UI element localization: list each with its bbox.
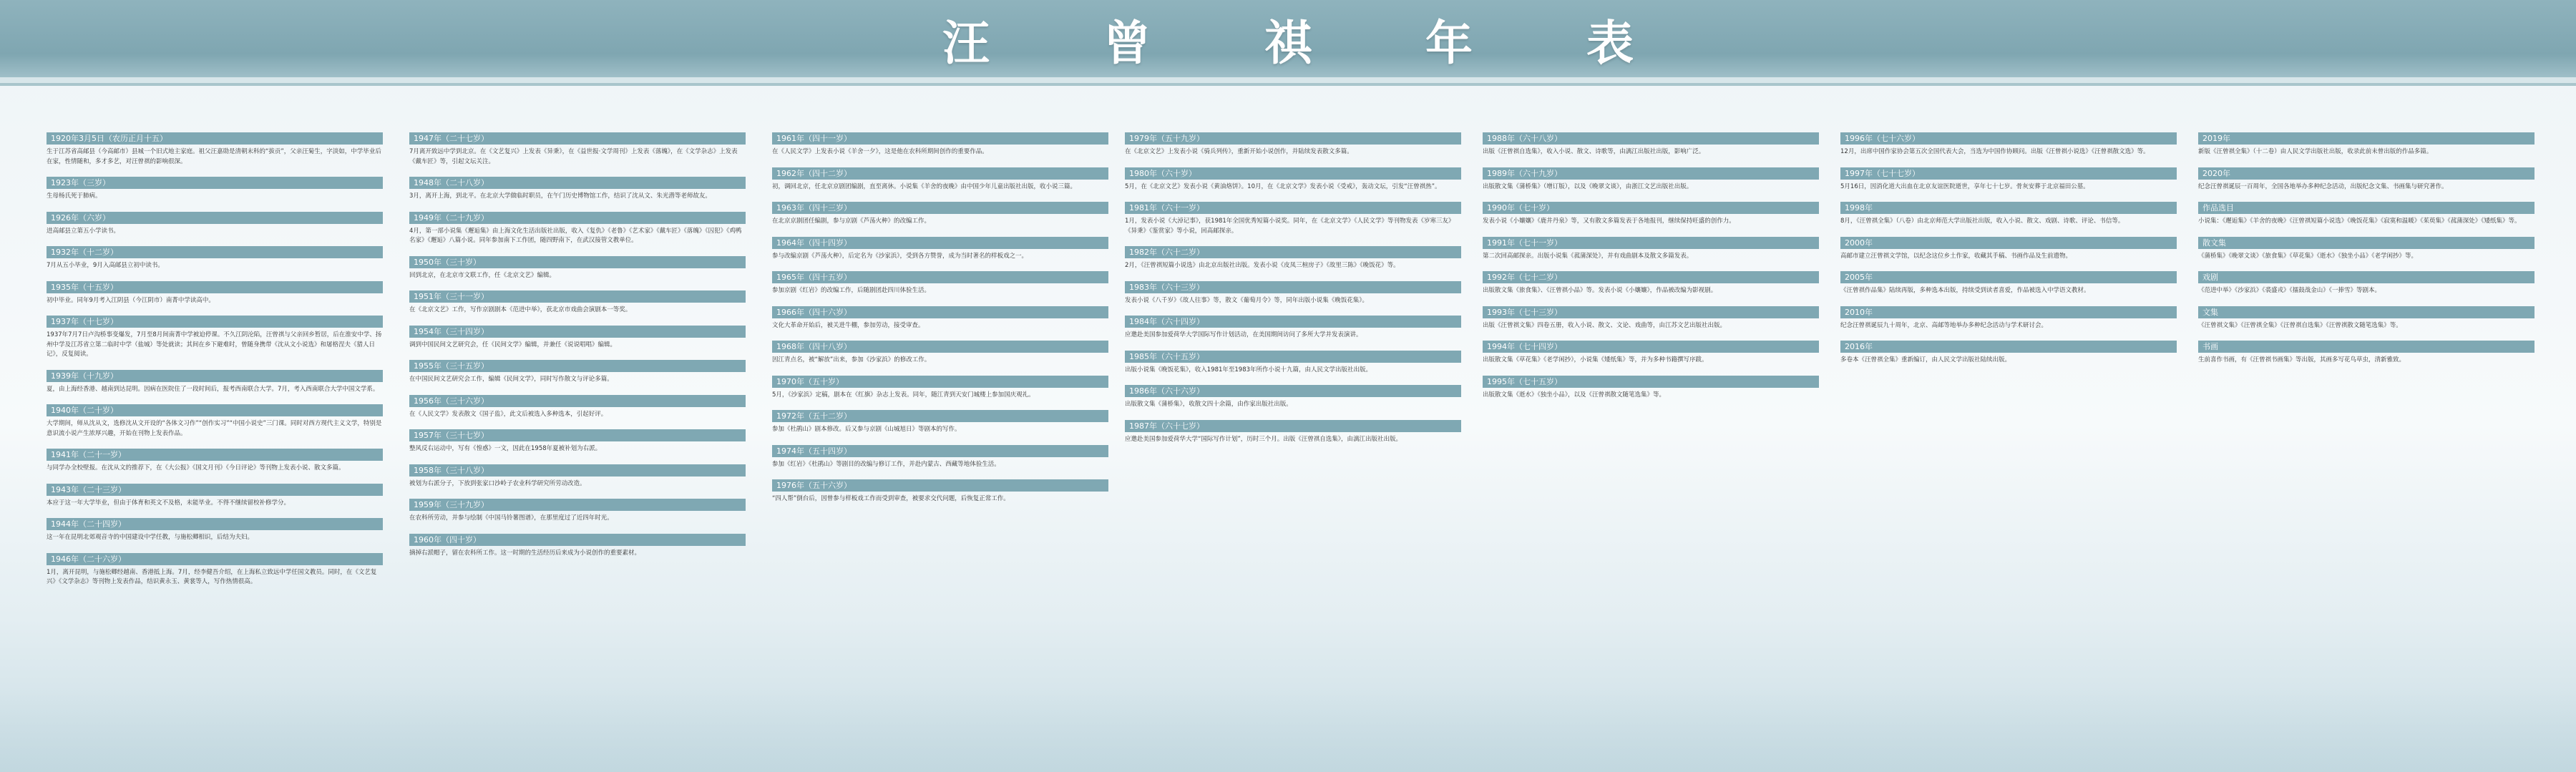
entry-year-label: 1920年3月5日（农历正月十五） <box>47 132 383 145</box>
entry-year-label: 1979年（五十九岁） <box>1125 132 1461 145</box>
entry-text: 在中国民间文艺研究会工作，编辑《民间文学》，同时写作散文与评论多篇。 <box>409 376 613 383</box>
entry-text: 出版《汪曾祺文集》四卷五册，收入小说、散文、文论、戏曲等，由江苏文艺出版社出版。 <box>1483 321 1727 329</box>
timeline-entry <box>1483 376 1819 401</box>
timeline-entry <box>1483 306 1819 331</box>
entry-text: 大学期间，师从沈从文，选修沈从文开设的“各体文习作”“创作实习”“中国小说史”三门课。同时对西方现代主义文学，特别是意识流小说产生浓厚兴趣，开始在刊物上发表作品。 <box>47 420 382 437</box>
entry-year-label: 1949年（二十九岁） <box>409 212 746 224</box>
entry-year-label: 1995年（七十五岁） <box>1483 376 1819 388</box>
entry-text: 纪念汪曾祺诞辰九十周年，北京、高邮等地举办多种纪念活动与学术研讨会。 <box>1840 321 2048 329</box>
timeline-entry <box>47 449 383 474</box>
timeline-entry <box>1840 132 2177 157</box>
entry-text: 5月，在《北京文艺》发表小说《黄油烙饼》。10月，在《北京文学》发表小说《受戒》，轰动文坛，引发“汪曾祺热”。 <box>1125 182 1441 190</box>
entry-text: 在《北京文艺》上发表小说《骑兵列传》，重新开始小说创作，并陆续发表散文多篇。 <box>1125 148 1353 155</box>
timeline-entry <box>1483 132 1819 157</box>
entry-year-label: 1974年（五十四岁） <box>772 445 1108 457</box>
entry-year-label: 1955年（三十五岁） <box>409 360 746 372</box>
entry-text: 发表小说《八千岁》《故人往事》等，散文《葡萄月令》等，同年出版小说集《晚饭花集》。 <box>1125 296 1369 304</box>
entry-text: 出版《汪曾祺自选集》，收入小说、散文、诗歌等，由漓江出版社出版，影响广泛。 <box>1483 148 1705 155</box>
title-char: 表 <box>1586 15 1634 71</box>
entry-year-label: 1992年（七十二岁） <box>1483 271 1819 283</box>
entry-year-label: 1944年（二十四岁） <box>47 518 383 530</box>
timeline-entry <box>409 177 746 202</box>
entry-text: 应邀赴美国参加爱荷华大学国际写作计划活动，在美国期间访问了多所大学并发表演讲。 <box>1125 331 1362 338</box>
timeline-column <box>47 132 383 748</box>
entry-text: 在《北京文艺》工作，写作京剧剧本《范进中举》，获北京市戏曲会演剧本一等奖。 <box>409 306 632 313</box>
entry-text: 在《人民文学》发表散文《国子监》，此文后被选入多种选本，引起好评。 <box>409 410 608 418</box>
entry-text: 出版散文集《旅食集》、《汪曾祺小品》等。发表小说《小孃孃》，作品被改编为影视剧。 <box>1483 287 1717 294</box>
timeline-entry <box>772 479 1108 504</box>
timeline-entry <box>2198 132 2534 157</box>
entry-text: 参加京剧《红岩》的改编工作，后随剧团赴四川体验生活。 <box>772 287 931 294</box>
entry-year-label: 1959年（三十九岁） <box>409 499 746 511</box>
entry-year-label: 1983年（六十三岁） <box>1125 281 1461 293</box>
timeline-entry <box>47 132 383 167</box>
entry-year-label: 2000年 <box>1840 237 2177 249</box>
entry-year-label: 2019年 <box>2198 132 2534 145</box>
entry-text: 回到北京，在北京市文联工作，任《北京文艺》编辑。 <box>409 271 556 279</box>
timeline-column <box>1840 132 2177 748</box>
entry-text: 第二次回高邮探亲。出版小说集《菰蒲深处》，并有戏曲剧本及散文多篇发表。 <box>1483 252 1693 260</box>
timeline-column <box>772 132 1108 748</box>
entry-text: 纪念汪曾祺诞辰一百周年，全国各地举办多种纪念活动，出版纪念文集、书画集与研究著作。 <box>2198 182 2448 190</box>
entry-year-label: 1957年（三十七岁） <box>409 429 746 441</box>
entry-year-label: 1994年（七十四岁） <box>1483 341 1819 353</box>
entry-year-label: 1988年（六十八岁） <box>1483 132 1819 145</box>
timeline-entry <box>409 290 746 316</box>
timeline-entry <box>1483 237 1819 262</box>
entry-text: 《蒲桥集》《晚翠文谈》《旅食集》《草花集》《逝水》《独坐小品》《老学闲抄》等。 <box>2198 252 2418 260</box>
entry-year-label: 1996年（七十六岁） <box>1840 132 2177 145</box>
timeline-entry <box>1125 246 1461 271</box>
entry-text: 出版散文集《逝水》《独坐小品》，以及《汪曾祺散文随笔选集》等。 <box>1483 391 1666 399</box>
entry-year-label: 1990年（七十岁） <box>1483 202 1819 214</box>
title-char: 汪 <box>942 15 990 71</box>
entry-text: 摘掉右派帽子，留在农科所工作。这一时期的生活经历后来成为小说创作的重要素材。 <box>409 549 641 557</box>
entry-year-label: 散文集 <box>2198 237 2534 249</box>
timeline-entry <box>1125 132 1461 157</box>
timeline-entry <box>47 212 383 237</box>
entry-text: 在北京京剧团任编剧，参与京剧《芦荡火种》的改编工作。 <box>772 218 931 225</box>
entry-year-label: 1985年（六十五岁） <box>1125 351 1461 363</box>
timeline-entry <box>1125 420 1461 445</box>
entry-text: 《汪曾祺作品集》陆续再版，多种选本出版，持续受到读者喜爱，作品被选入中学语文教材。 <box>1840 287 2090 294</box>
timeline-entry <box>1125 281 1461 306</box>
entry-year-label: 2010年 <box>1840 306 2177 318</box>
entry-year-label: 1976年（五十六岁） <box>772 479 1108 492</box>
timeline-entry <box>409 464 746 489</box>
timeline-entry <box>2198 237 2534 262</box>
entry-text: 1月，发表小说《大淖记事》，获1981年全国优秀短篇小说奖。同年，在《北京文学》《人民文学》等刊物发表《岁寒三友》《异秉》《鉴赏家》等小说，回高邮探亲。 <box>1125 218 1455 235</box>
entry-text: 3月，离开上海，到北平。在北京大学做临时职员，在午门历史博物馆工作，结识了沈从文、朱光潜等老师故友。 <box>409 192 711 200</box>
timeline-entry <box>772 306 1108 331</box>
entry-year-label: 2020年 <box>2198 167 2534 180</box>
entry-year-label: 1980年（六十岁） <box>1125 167 1461 180</box>
entry-text: 本应于这一年大学毕业，但由于体育和英文不及格，未能毕业。不得不继续留校补修学分。 <box>47 499 291 507</box>
entry-text: 12月，出席中国作家协会第五次全国代表大会，当选为中国作协顾问。出版《汪曾祺小说选》《汪曾祺散文选》等。 <box>1840 148 2150 155</box>
entry-year-label: 1966年（四十六岁） <box>772 306 1108 318</box>
entry-year-label: 1923年（三岁） <box>47 177 383 189</box>
timeline-column <box>1125 132 1461 748</box>
entry-text: 因江青点名，被“解放”出来，参加《沙家浜》的修改工作。 <box>772 356 931 363</box>
timeline-entry <box>1125 385 1461 410</box>
timeline-entry <box>409 429 746 454</box>
timeline-entry <box>2198 306 2534 331</box>
entry-text: 在《人民文学》上发表小说《羊舍一夕》，这是他在农科所期间创作的重要作品。 <box>772 148 988 155</box>
entry-text: 初中毕业。同年9月考入江阴县（今江阴市）南菁中学读高中。 <box>47 296 215 304</box>
entry-year-label: 戏剧 <box>2198 271 2534 283</box>
entry-year-label: 1964年（四十四岁） <box>772 237 1108 249</box>
timeline-entry <box>772 341 1108 366</box>
timeline-entry <box>772 376 1108 401</box>
entry-text: 初，调回北京，任北京京剧团编剧，直至离休。小说集《羊舍的夜晚》由中国少年儿童出版社出版，收小说三篇。 <box>772 182 1077 190</box>
entry-year-label: 1926年（六岁） <box>47 212 383 224</box>
entry-year-label: 1943年（二十三岁） <box>47 484 383 496</box>
entry-year-label: 1998年 <box>1840 202 2177 214</box>
entry-text: 7月从五小毕业，9月入高邮县立初中读书。 <box>47 262 164 269</box>
entry-year-label: 1970年（五十岁） <box>772 376 1108 388</box>
timeline-entry <box>409 360 746 385</box>
timeline-entry <box>772 167 1108 192</box>
entry-year-label: 1950年（三十岁） <box>409 256 746 268</box>
entry-text: 与同学办全校壁报。在沈从文的推荐下，在《大公报》《国文月刊》《今日评论》等刊物上发表小说、散文多篇。 <box>47 464 345 471</box>
entry-text: 文化大革命开始后，被关进牛棚，参加劳动，接受审查。 <box>772 321 924 329</box>
title-char: 祺 <box>1264 15 1312 71</box>
timeline-entry <box>1840 202 2177 227</box>
entry-text: 参加《杜鹃山》剧本修改。后又参与京剧《山城旭日》等剧本的写作。 <box>772 426 961 433</box>
timeline-entry <box>772 132 1108 157</box>
entry-text: 多卷本《汪曾祺全集》重新编订，由人民文学出版社陆续出版。 <box>1840 356 2011 363</box>
timeline-entry <box>2198 341 2534 366</box>
entry-year-label: 1951年（三十一岁） <box>409 290 746 303</box>
entry-text: 新版《汪曾祺全集》（十二卷）由人民文学出版社出版，收录此前未曾出版的作品多篇。 <box>2198 148 2433 155</box>
entry-year-label: 2016年 <box>1840 341 2177 353</box>
timeline-entry <box>47 316 383 360</box>
timeline-entry <box>1483 202 1819 227</box>
timeline-entry <box>47 177 383 202</box>
timeline-entry <box>47 370 383 395</box>
entry-year-label: 作品选目 <box>2198 202 2534 214</box>
entry-text: 5月16日，因消化道大出血在北京友谊医院逝世，享年七十七岁。骨灰安葬于北京福田公墓。 <box>1840 182 2089 190</box>
timeline-entry <box>1125 351 1461 376</box>
entry-year-label: 1984年（六十四岁） <box>1125 316 1461 328</box>
entry-text: 《范进中举》《沙家浜》《裘盛戎》《擂鼓战金山》《一捧雪》等剧本。 <box>2198 287 2381 294</box>
entry-year-label: 1986年（六十六岁） <box>1125 385 1461 397</box>
entry-year-label: 1968年（四十八岁） <box>772 341 1108 353</box>
entry-year-label: 1997年（七十七岁） <box>1840 167 2177 180</box>
timeline-column <box>409 132 746 748</box>
timeline-entry <box>47 246 383 271</box>
entry-text: “四人帮”倒台后，因曾参与样板戏工作而受到审查，被要求交代问题，后恢复正常工作。 <box>772 495 1010 502</box>
timeline-column <box>1483 132 1819 748</box>
header-divider <box>0 77 2576 83</box>
timeline-entry <box>47 281 383 306</box>
entry-year-label: 1958年（三十八岁） <box>409 464 746 477</box>
entry-text: 1937年7月7日卢沟桥事变爆发，7月至8月间南菁中学被迫停课。不久江阴沦陷，汪曾祺与父亲回乡暂居，后在淮安中学、扬州中学及江苏省立第二临时中学（盐城）等处就读；其间在乡下避难时，曾随身携带《沈从文小说选》和屠格涅夫《猎人日记》，反复阅读。 <box>47 331 382 358</box>
timeline-entry <box>772 410 1108 435</box>
entry-text: 应邀赴美国参加爱荷华大学“国际写作计划”，历时三个月。出版《汪曾祺自选集》，由漓江出版社出版。 <box>1125 435 1402 443</box>
entry-year-label: 1937年（十七岁） <box>47 316 383 328</box>
entry-year-label: 1947年（二十七岁） <box>409 132 746 145</box>
entry-text: 这一年在昆明北郊观音寺的中国建设中学任教，与施松卿相识，后结为夫妇。 <box>47 534 254 541</box>
entry-year-label: 1987年（六十七岁） <box>1125 420 1461 432</box>
entry-text: 发表小说《小孃孃》《鹿井丹泉》等，又有散文多篇发表于各地报刊，继续保持旺盛的创作力。 <box>1483 218 1735 225</box>
timeline-entry <box>409 534 746 559</box>
timeline-column <box>2198 132 2534 748</box>
timeline-entry <box>47 553 383 587</box>
entry-text: 出版散文集《草花集》《老学闲抄》，小说集《矮纸集》等，并为多种书籍撰写序跋。 <box>1483 356 1708 363</box>
timeline-entry <box>1840 167 2177 192</box>
entry-text: 调到中国民间文艺研究会，任《民间文学》编辑，并兼任《说说唱唱》编辑。 <box>409 341 617 348</box>
entry-text: 出版散文集《蒲桥集》，收散文四十余篇，由作家出版社出版。 <box>1125 401 1292 408</box>
timeline-entry <box>409 256 746 281</box>
entry-year-label: 1935年（十五岁） <box>47 281 383 293</box>
entry-year-label: 1940年（二十岁） <box>47 404 383 416</box>
timeline-entry <box>1840 271 2177 296</box>
entry-text: 生前喜作书画，有《汪曾祺书画集》等出版，其画多写花鸟草虫，清新雅致。 <box>2198 356 2406 363</box>
timeline-entry <box>772 202 1108 227</box>
timeline-entry <box>2198 167 2534 192</box>
entry-text: 高邮市建立汪曾祺文学馆，以纪念这位乡土作家，收藏其手稿、书画作品及生前遗物。 <box>1840 252 2072 260</box>
timeline-entry <box>1840 306 2177 331</box>
entry-year-label: 1961年（四十一岁） <box>772 132 1108 145</box>
entry-text: 小说集：《邂逅集》《羊舍的夜晚》《汪曾祺短篇小说选》《晚饭花集》《寂寞和温暖》《茱萸集》《菰蒲深处》《矮纸集》等。 <box>2198 218 2521 225</box>
timeline-entry <box>1483 341 1819 366</box>
timeline-entry <box>409 212 746 246</box>
entry-text: 进高邮县立第五小学读书。 <box>47 227 120 235</box>
entry-year-label: 1972年（五十二岁） <box>772 410 1108 422</box>
timeline-entry <box>1125 202 1461 236</box>
entry-text: 5月，《沙家浜》定稿，剧本在《红旗》杂志上发表。同年，随江青到天安门城楼上参加国庆观礼。 <box>772 391 1035 399</box>
title-char: 年 <box>1425 15 1473 71</box>
timeline-entry <box>409 326 746 351</box>
timeline-entry <box>772 271 1108 296</box>
entry-text: 出版小说集《晚饭花集》，收入1981年至1983年所作小说十九篇，由人民文学出版社出版。 <box>1125 366 1372 373</box>
entry-year-label: 1965年（四十五岁） <box>772 271 1108 283</box>
entry-text: 《汪曾祺文集》《汪曾祺全集》《汪曾祺自选集》《汪曾祺散文随笔选集》等。 <box>2198 321 2402 329</box>
timeline-entry <box>1483 271 1819 296</box>
header-divider-secondary <box>0 83 2576 86</box>
timeline-entry <box>47 404 383 439</box>
timeline-entry <box>47 518 383 543</box>
entry-text: 生于江苏省高邮县（今高邮市）县城一个旧式地主家庭。祖父汪嘉勋是清朝末科的“拔贡”，父亲汪菊生，字淡如，中学毕业后在家，性情随和，多才多艺，对汪曾祺的影响很深。 <box>47 148 381 165</box>
page-title <box>894 10 1682 71</box>
entry-text: 参与改编京剧《芦荡火种》，后定名为《沙家浜》，受到各方赞誉，成为当时著名的样板戏之一。 <box>772 252 1028 260</box>
entry-year-label: 1956年（三十六岁） <box>409 395 746 407</box>
entry-text: 4月，第一部小说集《邂逅集》由上海文化生活出版社出版，收入《复仇》《老鲁》《艺术家》《戴车匠》《落魄》《囚犯》《鸡鸭名家》《邂逅》八篇小说。同年参加南下工作团，随四野南下，在武汉接管文教单位。 <box>409 227 742 244</box>
timeline-entry <box>409 499 746 524</box>
entry-year-label: 1963年（四十三岁） <box>772 202 1108 214</box>
timeline-entry <box>47 484 383 509</box>
entry-year-label: 1991年（七十一岁） <box>1483 237 1819 249</box>
entry-year-label: 1932年（十二岁） <box>47 246 383 258</box>
entry-text: 整风反右运动中，写有《惶惑》一文，因此在1958年夏被补划为右派。 <box>409 445 602 452</box>
entry-year-label: 1982年（六十二岁） <box>1125 246 1461 258</box>
entry-year-label: 1962年（四十二岁） <box>772 167 1108 180</box>
entry-text: 7月离开致远中学到北京。在《文艺复兴》上发表《异秉》，在《益世报·文学周刊》上发表《落魄》，在《文学杂志》上发表《戴车匠》等，引起文坛关注。 <box>409 148 738 165</box>
entry-year-label: 1946年（二十六岁） <box>47 553 383 565</box>
entry-text: 出版散文集《蒲桥集》（增订版），以及《晚翠文谈》，由浙江文艺出版社出版。 <box>1483 182 1693 190</box>
entry-year-label: 1941年（二十一岁） <box>47 449 383 461</box>
entry-text: 生母杨氏死于肺病。 <box>47 192 102 200</box>
entry-year-label: 书画 <box>2198 341 2534 353</box>
timeline-entry <box>1483 167 1819 192</box>
entry-year-label: 1948年（二十八岁） <box>409 177 746 189</box>
entry-text: 在农科所劳动，并参与绘制《中国马铃薯图谱》，在那里度过了近四年时光。 <box>409 514 613 522</box>
timeline-entry <box>772 237 1108 262</box>
entry-year-label: 1960年（四十岁） <box>409 534 746 546</box>
timeline-entry <box>2198 202 2534 227</box>
title-char: 曾 <box>1103 15 1151 71</box>
entry-year-label: 1954年（三十四岁） <box>409 326 746 338</box>
timeline-entry <box>409 132 746 167</box>
entry-year-label: 1939年（十九岁） <box>47 370 383 382</box>
timeline-entry <box>1125 167 1461 192</box>
entry-text: 被划为右派分子，下放到张家口沙岭子农业科学研究所劳动改造。 <box>409 479 586 487</box>
timeline-entry <box>409 395 746 420</box>
timeline-entry <box>2198 271 2534 296</box>
entry-text: 夏，由上海经香港、越南到达昆明。因病在医院住了一段时间后，报考西南联合大学。7月，考入西南联合大学中国文学系。 <box>47 385 379 393</box>
entry-year-label: 2005年 <box>1840 271 2177 283</box>
entry-text: 2月，《汪曾祺短篇小说选》由北京出版社出版。发表小说《皮凤三楦房子》《故里三陈》《晚饭花》等。 <box>1125 262 1400 269</box>
entry-year-label: 1989年（六十九岁） <box>1483 167 1819 180</box>
entry-year-label: 1993年（七十三岁） <box>1483 306 1819 318</box>
entry-text: 1月，离开昆明，与施松卿经越南、香港抵上海。7月，经李健吾介绍，在上海私立致远中学任国文教员。同时，在《文艺复兴》《文学杂志》等刊物上发表作品，结识黄永玉、黄裳等人，写作热情很高。 <box>47 568 377 585</box>
entry-text: 8月，《汪曾祺全集》（八卷）由北京师范大学出版社出版，收入小说、散文、戏剧、诗歌、评论、书信等。 <box>1840 218 2124 225</box>
entry-text: 参加《红岩》《杜鹃山》等剧目的改编与修订工作，并赴内蒙古、西藏等地体验生活。 <box>772 460 1000 468</box>
entry-year-label: 1981年（六十一岁） <box>1125 202 1461 214</box>
timeline-entry <box>772 445 1108 470</box>
timeline-entry <box>1840 341 2177 366</box>
timeline-entry <box>1125 316 1461 341</box>
timeline-entry <box>1840 237 2177 262</box>
entry-year-label: 文集 <box>2198 306 2534 318</box>
